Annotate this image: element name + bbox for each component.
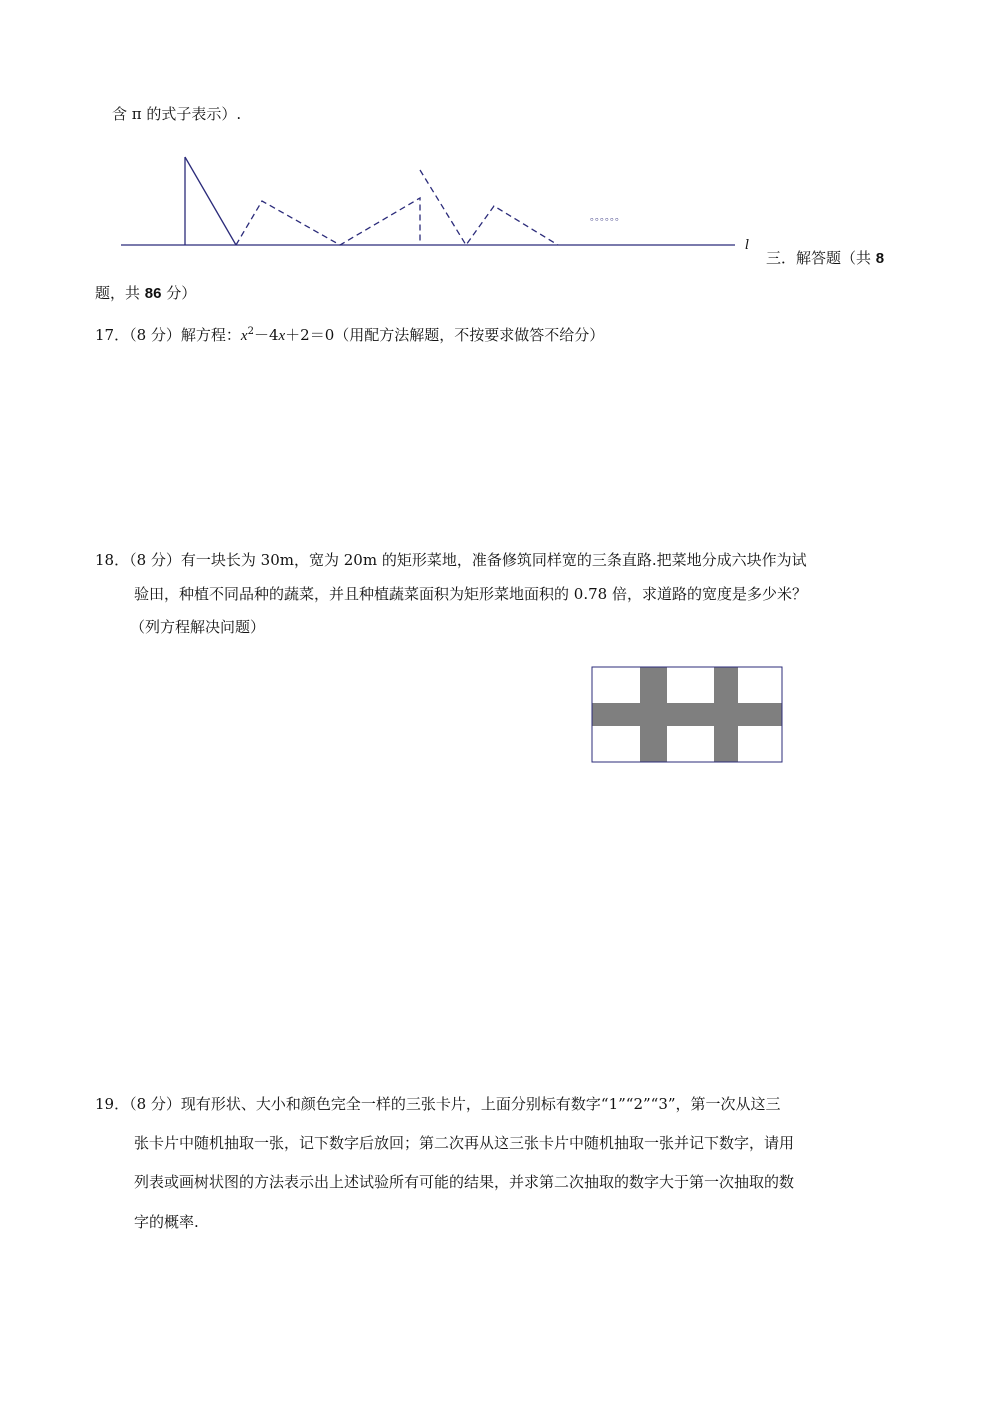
question-19-line2: 张卡片中随机抽取一张，记下数字后放回；第二次再从这三张卡片中随机抽取一张并记下数字，请用 bbox=[134, 1134, 795, 1152]
horizontal-road bbox=[592, 703, 782, 726]
question-text-tail: 含 π 的式子表示）. bbox=[112, 105, 242, 123]
question-18-line1: 18．（8 分）有一块长为 30m，宽为 20m 的矩形菜地，准备修筑同样宽的三条直路.把菜地分成六块作为试 bbox=[95, 551, 807, 569]
vertical-road-right bbox=[714, 667, 738, 762]
question-18-line2: 验田，种植不同品种的蔬菜，并且种植蔬菜面积为矩形菜地面积的 0.78 倍，求道路的宽度是多少米？ bbox=[134, 585, 807, 603]
question-18-line3: （列方程解决问题） bbox=[130, 618, 266, 636]
ellipsis-dots: 。。。。。。 bbox=[590, 212, 625, 223]
question-19-line1: 19．（8 分）现有形状、大小和颜色完全一样的三张卡片，上面分别标有数字“1”“2”“3”，第一次从这三 bbox=[95, 1095, 781, 1113]
line-label: l bbox=[745, 238, 750, 253]
section-heading-part1: 三．解答题（共 8 bbox=[766, 249, 885, 267]
section-heading-part2: 题，共 86 分） bbox=[95, 284, 197, 302]
question-19-line4: 字的概率. bbox=[134, 1213, 199, 1231]
question-19-line3: 列表或画树状图的方法表示出上述试验所有可能的结果，并求第二次抽取的数字大于第一次抽取的数 bbox=[134, 1173, 795, 1191]
question-17: 17．（8 分）解方程：$x^2-4x+2=0$（用配方法解题，不按要求做答不给分） bbox=[95, 326, 605, 344]
vertical-road-left bbox=[640, 667, 667, 762]
